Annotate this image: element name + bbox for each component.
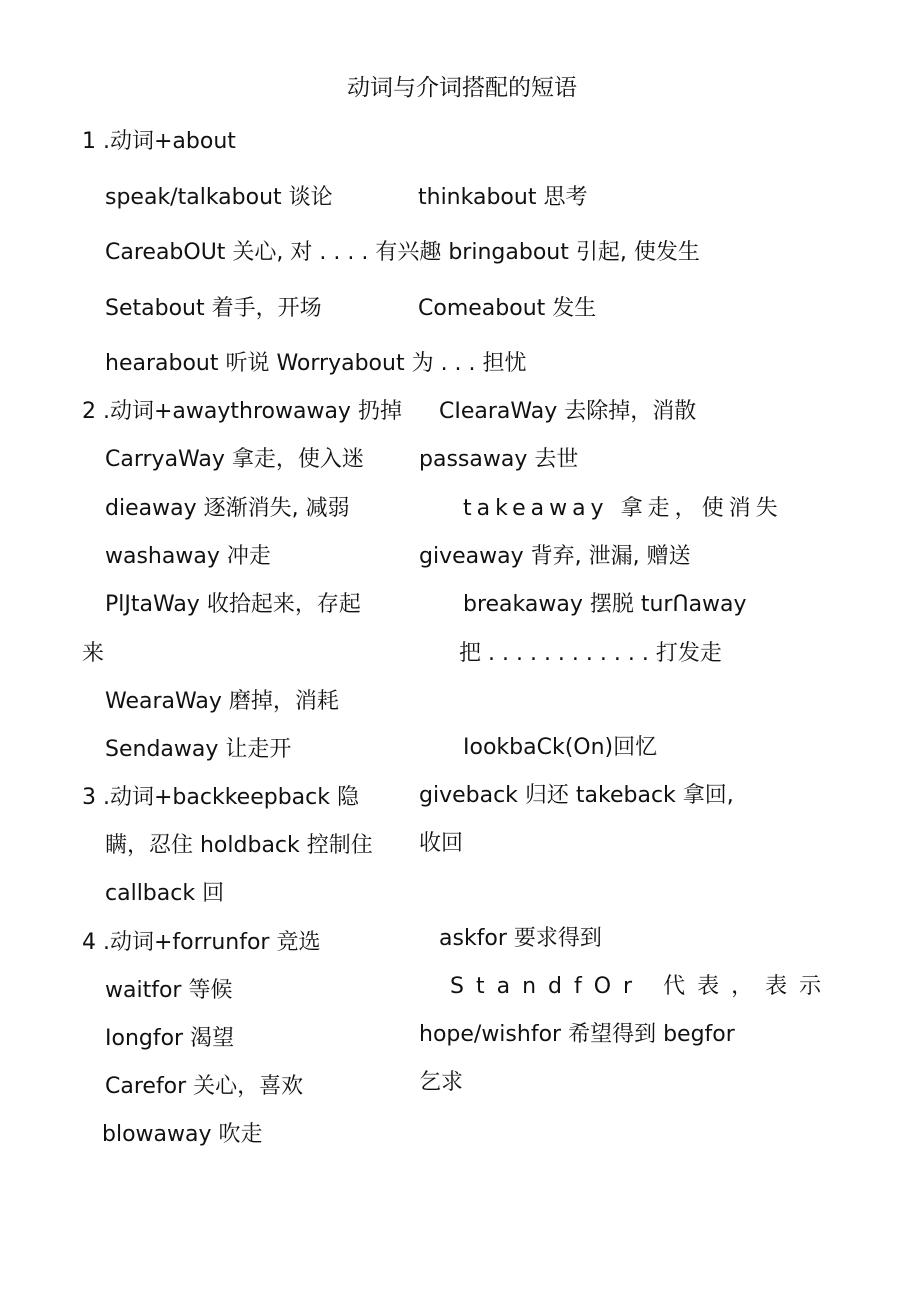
phrase-line: breakaway 摆脱 turՈaway (463, 592, 747, 617)
phrase-line: blowaway 吹走 (102, 1122, 263, 1147)
section-heading: 3 .动词+backkeepback 隐 (82, 785, 359, 810)
phrase-line: Carefor 关心，喜欢 (105, 1074, 304, 1099)
phrase-line: CareabOUt 关心, 对 . . . . 有兴趣 bringabout 引起, 使发生 (105, 240, 700, 265)
phrase-line: 收回 (419, 831, 464, 856)
section-heading: 4 .动词+forrunfor 竞选 (82, 930, 321, 955)
phrase-line: thinkabout 思考 (418, 185, 588, 210)
phrase-line: giveback 归还 takeback 拿回, (419, 783, 734, 808)
phrase-line: askfor 要求得到 (439, 926, 602, 951)
phrase-line: WearaWay 磨掉，消耗 (105, 689, 339, 714)
phrase-line: speak/talkabout 谈论 (105, 185, 333, 210)
phrase-line: CIearaWay 去除掉，消散 (439, 399, 697, 424)
phrase-line: CarryaWay 拿走，使入迷 (105, 447, 364, 472)
phrase-line: PlJtaWay 收拾起来，存起 (105, 592, 361, 617)
phrase-line: giveaway 背弃, 泄漏, 赠送 (419, 544, 691, 569)
phrase-line: Setabout 着手，开场 (105, 296, 322, 321)
phrase-line: StandfOr 代表，表示 (450, 974, 834, 999)
phrase-line: 把 . . . . . . . . . . . . 打发走 (459, 641, 722, 666)
phrase-line: callback 回 (105, 881, 225, 906)
phrase-line: 瞒，忍住 holdback 控制住 (105, 833, 373, 858)
phrase-line: 来 (82, 641, 105, 666)
phrase-line: washaway 冲走 (105, 544, 271, 569)
phrase-line: takeaway 拿走，使消失 (463, 496, 783, 521)
section-heading: 2 .动词+awaythrowaway 扔掉 (82, 399, 402, 424)
phrase-line: 乞求 (419, 1070, 464, 1095)
phrase-line: Iongfor 渴望 (105, 1026, 235, 1051)
page-title: 动词与介词搭配的短语 (347, 75, 577, 101)
phrase-line: hope/wishfor 希望得到 begfor (419, 1022, 735, 1047)
phrase-line: passaway 去世 (419, 447, 579, 472)
phrase-line: waitfor 等候 (105, 978, 233, 1003)
phrase-line: hearabout 听说 Worryabout 为 . . . 担忧 (105, 351, 527, 376)
phrase-line: Sendaway 让走开 (105, 737, 292, 762)
phrase-line: Comeabout 发生 (418, 296, 597, 321)
phrase-line: dieaway 逐渐消失, 减弱 (105, 496, 350, 521)
phrase-line: IookbaCk(On)回忆 (463, 735, 658, 760)
section-heading: 1 .动词+about (82, 129, 236, 154)
